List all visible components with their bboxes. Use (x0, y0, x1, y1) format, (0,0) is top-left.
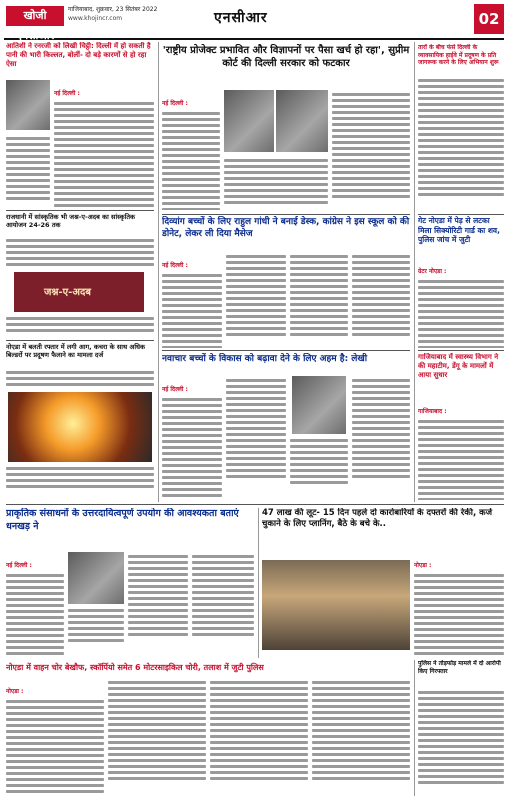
story-gate-headline: गेट नोएडा में पेड़ से लटका मिला सिक्योरिटी गार्ड का शव, पुलिस जांच में जुटी (418, 216, 500, 244)
main-headline: 'राष्ट्रीय प्रोजेक्ट प्रभावित और विज्ञापनों पर पैसा खर्च हो रहा', सुप्रीम कोर्ट की दिल्ली सरकार को फटकार (162, 45, 410, 69)
prakritik-photo-dhankhar (68, 552, 124, 604)
loot-photo-police (262, 560, 410, 650)
noida-vehicle-body-1 (6, 678, 104, 796)
story-navachar-headline: नवाचार बच्चों के विकास को बढ़ावा देने के लिए अहम है: लेखी (162, 354, 368, 364)
byline: नोएडा : (414, 562, 432, 569)
story-loot (262, 508, 504, 548)
right-top-body (418, 76, 504, 212)
main-body-left (162, 90, 220, 210)
atishi-body (54, 80, 154, 208)
loot-body-2 (414, 552, 504, 656)
column-rule (158, 42, 159, 502)
story-right-top (418, 44, 504, 74)
atishi-body-continued (6, 134, 50, 208)
column-rule (258, 508, 259, 658)
gate-body (418, 258, 504, 348)
noida-fire-body-2 (6, 464, 154, 498)
divider (418, 214, 504, 215)
jashn-body (6, 236, 154, 270)
byline: नोएडा : (6, 688, 24, 695)
story-ghaziabad-headline: गाजियाबाद में स्वास्थ्य विभाग ने की महाटीम, डेंगू के मामलों में आया सुधार (418, 353, 499, 379)
prakritik-body-3 (128, 552, 188, 656)
fire-photo (8, 392, 152, 462)
story-prakritik (6, 508, 254, 548)
navachar-body-3 (290, 436, 348, 500)
jashn-logo: जश्न-ए-अदब (44, 287, 91, 298)
noida-vehicle-body-2 (108, 678, 206, 796)
story-ghaziabad (418, 353, 504, 395)
byline: नई दिल्ली : (6, 562, 32, 569)
story-police-arrest-headline: पुलिस ने तोड़फोड़ मामले में दो आरोपी किए गिरफ्तार (418, 660, 501, 675)
byline: ग्रेटर नोएडा : (418, 268, 447, 275)
divider (6, 504, 504, 505)
prakritik-body-1 (6, 552, 64, 656)
noida-vehicle-body-4 (312, 678, 410, 796)
section-title: एनसीआर (214, 10, 268, 26)
atishi-photo (6, 80, 50, 130)
byline: गाजियाबाद : (418, 408, 447, 415)
navachar-body-4 (352, 376, 410, 500)
main-photo-supreme-court (276, 90, 328, 152)
ghaziabad-body (418, 398, 504, 500)
story-jashn-headline: राजधानी में सांस्कृतिक भी जश्न-ए-अदब का सांस्कृतिक आयोजन 24-26 तक (6, 213, 136, 229)
divider (6, 210, 154, 211)
story-noida-vehicle (6, 660, 414, 676)
story-gate (418, 216, 504, 256)
story-jashn (6, 213, 154, 235)
divider (162, 214, 410, 215)
prakritik-body-4 (192, 552, 254, 656)
main-story (162, 44, 410, 84)
story-atishi (6, 42, 154, 78)
rahul-body-2 (226, 252, 286, 348)
main-body-right (332, 90, 410, 212)
prakritik-body-2 (68, 606, 124, 656)
story-loot-headline: 47 लाख की लूट- 15 दिन पहले दो कारोबारियों के दफ्तरों की रेकी, कर्ज चुकाने के लिए प्लानिंग, बैठे के बचे के.. (262, 508, 493, 529)
story-noida-vehicle-headline: नोएडा में वाहन चोर बेखौफ, स्कॉर्पियो समेत 6 मोटरसाइकिल चोरी, तलाश में जुटी पुलिस (6, 663, 264, 672)
dateline: गाजियाबाद, शुक्रवार, 23 सितंबर 2022 (68, 6, 158, 13)
page-number: 02 (474, 4, 504, 34)
noida-vehicle-body-3 (210, 678, 308, 796)
story-rahul-headline: दिव्यांग बच्चों के लिए राहुल गांधी ने बनाई डेस्क, कांग्रेस ने इस स्कूल को की डोनेट, लेकर ली दिया मैसेज (162, 217, 410, 239)
byline: नई दिल्ली : (162, 262, 188, 269)
byline: नई दिल्ली : (162, 386, 188, 393)
divider (418, 350, 504, 351)
jashn-banner (14, 272, 144, 312)
story-atishi-headline: आतिशी ने रनरजी को लिखी चिट्ठी: दिल्ली में हो सकती है पानी की भारी किल्लत, बोलीं- दो बड़े कारणों से हो रहा ऐसा (6, 42, 151, 68)
divider (162, 350, 410, 351)
navachar-body-1 (162, 376, 222, 500)
story-prakritik-headline: प्राकृतिक संसाधनों के उत्तरदायित्वपूर्ण उपयोग की आवश्यकता बताएं धनखड़ ने (6, 508, 239, 532)
story-navachar (162, 353, 410, 373)
story-police-arrest (418, 660, 504, 686)
jashn-body-2 (6, 314, 154, 338)
brand-logo: खोजी एनसीआर (6, 6, 64, 26)
rahul-body-4 (352, 252, 410, 348)
byline: नई दिल्ली : (162, 100, 188, 107)
rahul-body-3 (290, 252, 348, 348)
story-noida-fire (6, 343, 154, 367)
main-body-mid (224, 156, 328, 212)
story-right-top-headline: तारों के बीच फंसे दिल्ली के व्यावसायिक हाईवे में प्रदूषण के प्रति जागरूक करने के लिए अभियान शुरू (418, 44, 499, 66)
column-rule (414, 42, 415, 502)
masthead (4, 4, 504, 40)
police-arrest-body (418, 688, 504, 796)
column-rule (414, 660, 415, 796)
main-photo-kejriwal (224, 90, 274, 152)
noida-fire-body (6, 368, 154, 390)
navachar-body-2 (226, 376, 286, 500)
website: www.khojincr.com (68, 15, 123, 22)
navachar-photo-lekhi (292, 376, 346, 434)
byline: नई दिल्ली : (54, 90, 80, 97)
rahul-body-1 (162, 252, 222, 348)
story-noida-fire-headline: नोएडा में बलती रफ्तार में लगी आग, कचरा के साथ अधिक बिल्डरों पर प्रदूषण फैलाने का मामला दर्ज (6, 343, 146, 359)
divider (6, 340, 154, 341)
story-rahul (162, 216, 410, 250)
